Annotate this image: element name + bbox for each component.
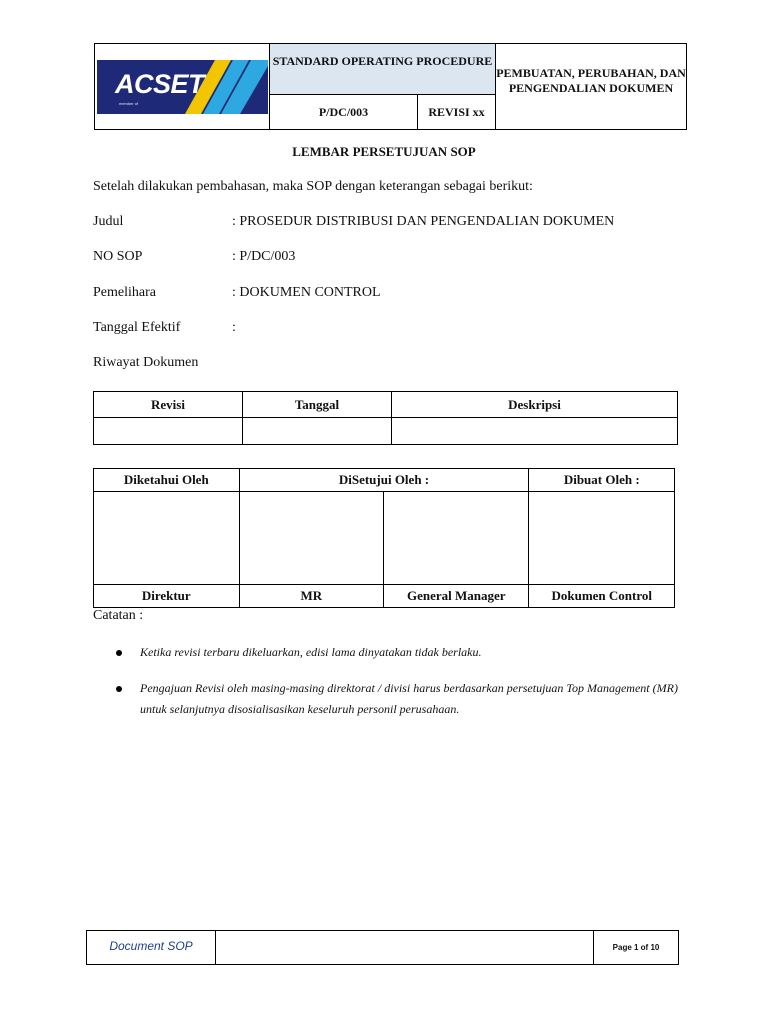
signature-box (94, 492, 240, 585)
history-cell-empty (243, 418, 392, 445)
role-row (94, 585, 675, 608)
doc-title: PEMBUATAN, PERUBAHAN, DAN PENGENDALIAN DOKUMEN (496, 66, 686, 95)
note-item: Ketika revisi terbaru dikeluarkan, edisi lama dinyatakan tidak berlaku. (140, 645, 482, 659)
logo-wordmark: ACSET (115, 69, 205, 99)
doc-code: P/DC/003 (270, 95, 418, 129)
logo-subtext: member of (119, 101, 139, 106)
role-direktur: Direktur (94, 585, 240, 608)
signature-box (239, 492, 384, 585)
role-mr: MR (239, 585, 384, 608)
signature-box (529, 492, 675, 585)
history-header-revisi: Revisi (94, 392, 243, 418)
approval-group-disetujui: DiSetujui Oleh : (239, 469, 529, 492)
role-dokumen-control: Dokumen Control (529, 585, 675, 608)
approval-table (93, 468, 675, 608)
approval-group-dibuat: Dibuat Oleh : (529, 469, 675, 492)
document-header (94, 43, 687, 130)
page-title: LEMBAR PERSETUJUAN SOP (292, 144, 476, 159)
history-empty-row (94, 418, 678, 445)
history-header-row (94, 392, 678, 418)
field-value-no-sop: : P/DC/003 (232, 249, 296, 264)
history-table (93, 391, 678, 445)
header-middle (270, 44, 496, 129)
doc-type: STANDARD OPERATING PROCEDURE (270, 44, 495, 95)
notes-label: Catatan : (93, 608, 144, 623)
field-value-tanggal-efektif: : (232, 320, 236, 335)
field-label-judul: Judul (93, 214, 124, 229)
history-cell-empty (94, 418, 243, 445)
history-header-deskripsi: Deskripsi (392, 392, 678, 418)
field-label-tanggal-efektif: Tanggal Efektif (93, 320, 181, 335)
signature-box (384, 492, 529, 585)
logo-cell (95, 44, 270, 129)
history-cell-empty (392, 418, 678, 445)
bullet-icon (116, 650, 122, 656)
page-number: Page 1 of 10 (593, 931, 678, 964)
history-header-tanggal: Tanggal (243, 392, 392, 418)
doc-revision: REVISI xx (428, 105, 485, 119)
note-item: Pengajuan Revisi oleh masing-masing direktorat / divisi harus berdasarkan persetujuan Top Management (MR) untuk selanjutnya disosialisasikan keseluruh personil perusahaan. (140, 681, 678, 716)
company-logo (97, 60, 268, 114)
approval-header-row (94, 469, 675, 492)
signature-row (94, 492, 675, 585)
role-general-manager: General Manager (384, 585, 529, 608)
approval-group-diketahui: Diketahui Oleh (94, 469, 240, 492)
intro-text: Setelah dilakukan pembahasan, maka SOP dengan keterangan sebagai berikut: (93, 179, 533, 194)
footer-doc-label: Document SOP (87, 931, 216, 964)
field-label-no-sop: NO SOP (93, 249, 143, 264)
field-label-pemelihara: Pemelihara (93, 285, 156, 300)
field-value-pemelihara: : DOKUMEN CONTROL (232, 285, 381, 300)
bullet-icon (116, 686, 122, 692)
field-value-judul: : PROSEDUR DISTRIBUSI DAN PENGENDALIAN DOKUMEN (232, 214, 615, 229)
page-footer (86, 930, 679, 965)
history-label: Riwayat Dokumen (93, 355, 199, 370)
